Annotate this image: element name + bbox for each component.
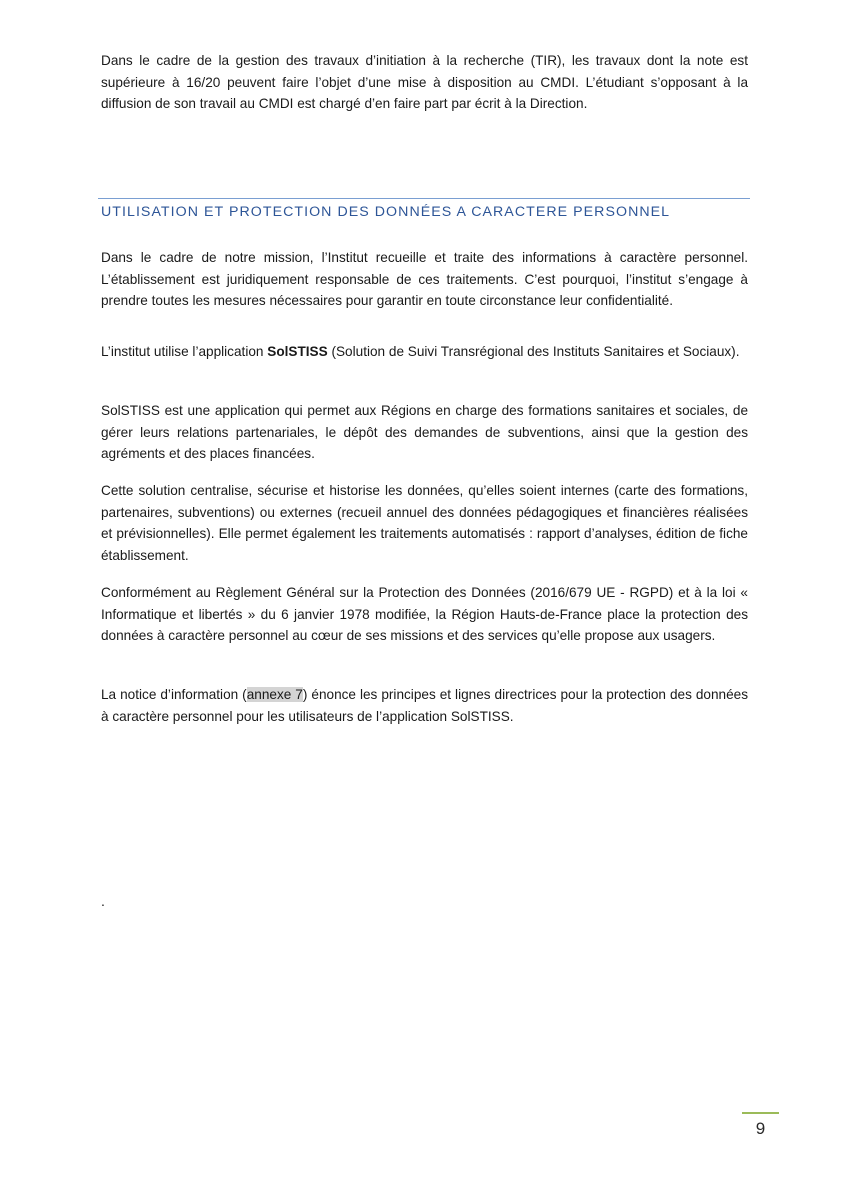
paragraph-text: ) énonce les principes et lignes directrices pour la protection des données à caractère personnel pour les utilisateurs de l’application SolSTISS.: [101, 687, 749, 724]
paragraph-solstiss-features: Cette solution centralise, sécurise et historise les données, qu’elles soient internes (carte des formations, partenaires, subventions) ou externes (recueil annuel des données pédagogiques et financières réalisées et prévisionnelles). Elle permet également les traitements automatisés : rapport d’analyses, édition de fiche établissement.: [101, 483, 748, 564]
page-number-rule: [742, 1112, 779, 1114]
intro-paragraph: Dans le cadre de la gestion des travaux d’initiation à la recherche (TIR), les travaux dont la note est supérieure à 16/20 peuvent faire l’objet d’une mise à disposition au CMDI. L’étudiant s’opposant à la diffusion de son travail au CMDI est chargé d’en faire part par écrit à la Direction.: [101, 53, 748, 112]
section-divider: [98, 198, 750, 199]
page-number: 9: [755, 1119, 766, 1138]
paragraph-solstiss-intro: [101, 341, 748, 363]
section-heading: UTILISATION ET PROTECTION DES DONNÉES A CARACTERE PERSONNEL: [101, 204, 671, 220]
stray-period: .: [101, 893, 105, 909]
solstiss-bold: SolSTISS: [267, 344, 328, 359]
paragraph-notice: [101, 684, 748, 727]
paragraph-rgpd: Conformément au Règlement Général sur la Protection des Données (2016/679 UE - RGPD) et à la loi « Informatique et libertés » du 6 janvier 1978 modifiée, la Région Hauts-de-France place la protection des données à caractère personnel au cœur de ses missions et des services qu’elle propose aux usagers.: [101, 585, 748, 644]
paragraph-mission: Dans le cadre de notre mission, l’Institut recueille et traite des informations à caractère personnel. L’établissement est juridiquement responsable de ces traitements. C’est pourquoi, l’institut s’engage à prendre toutes les mesures nécessaires pour garantir en toute circonstance leur confidentialité.: [101, 250, 748, 309]
paragraph-text: La notice d’information (: [101, 687, 247, 702]
paragraph-text: L’institut utilise l’application: [101, 344, 268, 359]
paragraph-text: (Solution de Suivi Transrégional des Instituts Sanitaires et Sociaux).: [327, 344, 740, 359]
paragraph-solstiss-purpose: SolSTISS est une application qui permet aux Régions en charge des formations sanitaires et sociales, de gérer leurs relations partenariales, le dépôt des demandes de subventions, ainsi que la gestion des agréments et des places financées.: [101, 403, 748, 462]
annexe-reference[interactable]: annexe 7: [246, 687, 303, 702]
